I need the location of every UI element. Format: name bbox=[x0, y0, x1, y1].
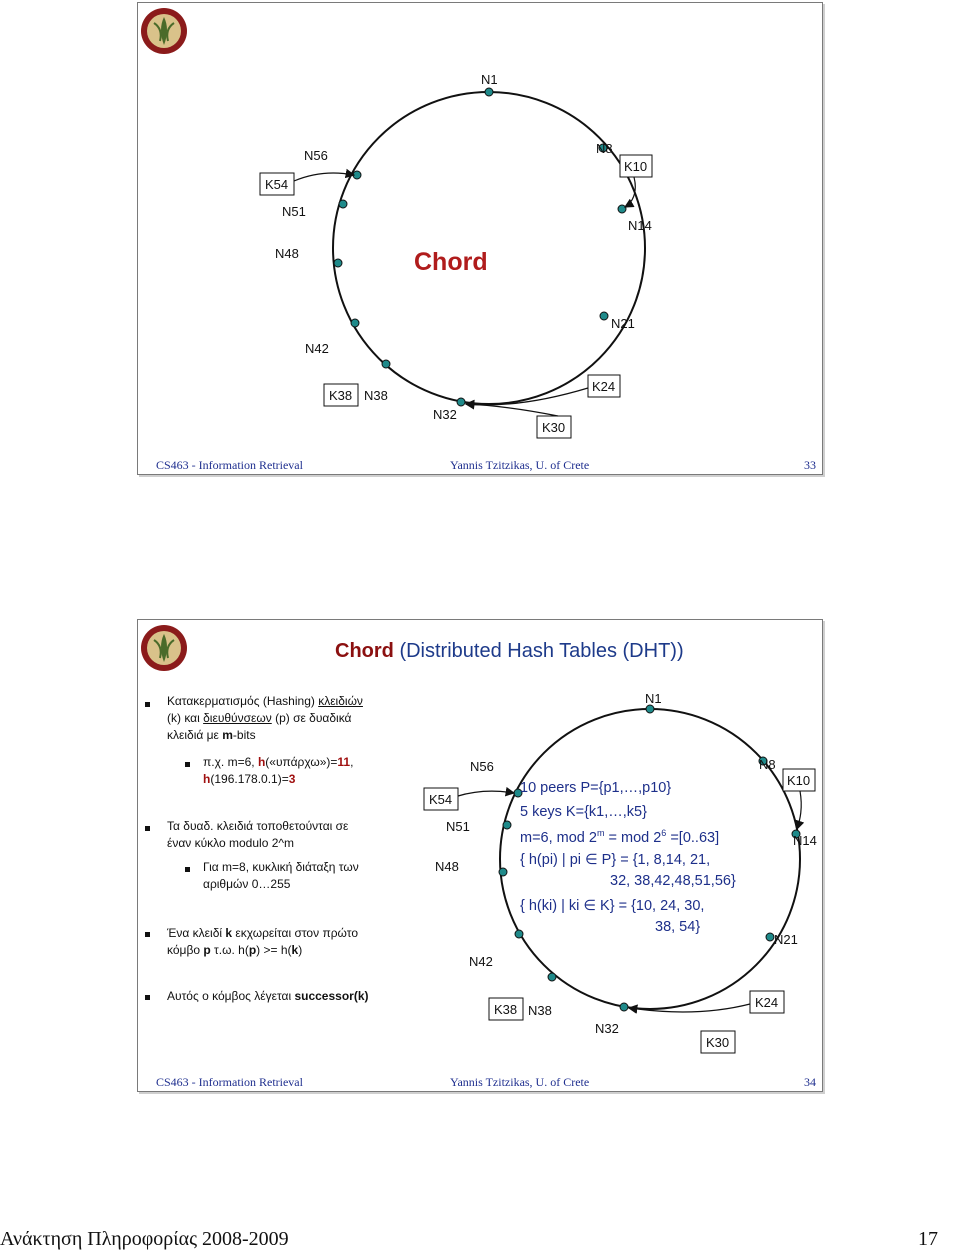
footer-author: Yannis Tzitzikas, U. of Crete bbox=[450, 458, 590, 472]
node-label-n56: N56 bbox=[470, 759, 494, 774]
node-label-n1: N1 bbox=[645, 691, 662, 706]
node-label-n42: N42 bbox=[469, 954, 493, 969]
node-marker bbox=[334, 259, 342, 267]
node-label-n42: N42 bbox=[305, 341, 329, 356]
node-label-n1: N1 bbox=[481, 72, 498, 87]
node-label-n14: N14 bbox=[793, 833, 817, 848]
slide-title-chord: Chord bbox=[414, 248, 488, 276]
footer-course: CS463 - Information Retrieval bbox=[156, 458, 303, 472]
node-label-n38: N38 bbox=[528, 1003, 552, 1018]
node-label-n8: N8 bbox=[596, 141, 613, 156]
key-hash-line2: 38, 54} bbox=[655, 919, 701, 935]
node-label-n32: N32 bbox=[595, 1021, 619, 1036]
arrow-k30-to-n32 bbox=[466, 404, 558, 416]
key-label-k10: K10 bbox=[624, 159, 648, 174]
ring-circle bbox=[333, 92, 648, 404]
node-label-n48: N48 bbox=[435, 859, 459, 874]
key-label-k38: K38 bbox=[494, 1002, 518, 1017]
key-label-k54: K54 bbox=[265, 177, 289, 192]
node-label-n21: N21 bbox=[774, 932, 798, 947]
chord-ring-diagram bbox=[138, 620, 823, 1092]
node-label-n51: N51 bbox=[282, 204, 306, 219]
arrow-k54-to-n56 bbox=[294, 173, 354, 181]
node-marker bbox=[618, 205, 626, 213]
slide-title-rest: (Distributed Hash Tables (DHT)) bbox=[399, 640, 684, 662]
peers-line: 10 peers P={p1,…,p10} bbox=[520, 780, 672, 796]
bullet-hashing-line3: κλειδιά με m-bits bbox=[167, 728, 256, 742]
bullet-key-assign-line2: κόμβο p τ.ω. h(p) >= h(k) bbox=[167, 943, 303, 957]
node-marker bbox=[485, 88, 493, 96]
bullet-successor: Αυτός ο κόμβος λέγεται successor(k) bbox=[167, 989, 369, 1003]
subbullet-m8-line2: αριθμών 0…255 bbox=[203, 877, 291, 891]
slide-title-main: Chord bbox=[335, 640, 394, 662]
key-label-k30: K30 bbox=[706, 1035, 730, 1050]
node-marker bbox=[548, 973, 556, 981]
bullet-hashing-line2: (k) και διευθύνσεων (p) σε δυαδικά bbox=[167, 711, 352, 725]
node-marker bbox=[351, 319, 359, 327]
key-label-k30: K30 bbox=[542, 420, 566, 435]
footer-author: Yannis Tzitzikas, U. of Crete bbox=[450, 1075, 590, 1089]
subbullet-m8-line1: Για m=8, κυκλική διάταξη των bbox=[203, 860, 359, 874]
key-label-k10: K10 bbox=[787, 773, 811, 788]
key-hash-line1: { h(ki) | ki ∈ K} = {10, 24, 30, bbox=[520, 898, 705, 914]
node-marker bbox=[499, 868, 507, 876]
node-marker bbox=[620, 1003, 628, 1011]
node-label-n32: N32 bbox=[433, 407, 457, 422]
node-label-n48: N48 bbox=[275, 246, 299, 261]
bullet-circle-line1: Τα δυαδ. κλειδιά τοποθετούνται σε bbox=[167, 819, 349, 833]
node-marker bbox=[503, 821, 511, 829]
arrow-k10-to-n14 bbox=[797, 791, 801, 829]
node-label-n21: N21 bbox=[611, 316, 635, 331]
node-marker bbox=[457, 398, 465, 406]
subbullet-example-line1: π.χ. m=6, h(«υπάρχω»)=11, bbox=[203, 755, 354, 769]
bullet-hashing-line1: Κατακερματισμός (Hashing) κλειδιών bbox=[167, 694, 363, 708]
peer-hash-line1: { h(pi) | pi ∈ P} = {1, 8,14, 21, bbox=[520, 852, 711, 868]
bullet-circle-line2: έναν κύκλο modulo 2^m bbox=[167, 836, 295, 850]
bullet-key-assign-line1: Ένα κλειδί k εκχωρείται στον πρώτο bbox=[167, 926, 358, 940]
footer-slide-number: 33 bbox=[804, 458, 816, 472]
arrow-k54-to-n56 bbox=[458, 791, 514, 796]
node-marker bbox=[600, 312, 608, 320]
node-marker bbox=[339, 200, 347, 208]
key-label-k54: K54 bbox=[429, 792, 453, 807]
node-marker bbox=[515, 930, 523, 938]
page-number: 17 bbox=[918, 1228, 938, 1250]
node-label-n38: N38 bbox=[364, 388, 388, 403]
page-footer-course: Ανάκτηση Πληροφορίας 2008-2009 bbox=[0, 1228, 289, 1250]
node-label-n51: N51 bbox=[446, 819, 470, 834]
slide-34 bbox=[137, 619, 823, 1092]
key-label-k38: K38 bbox=[329, 388, 353, 403]
key-label-k24: K24 bbox=[755, 995, 779, 1010]
slide-33 bbox=[137, 2, 823, 475]
node-marker bbox=[766, 933, 774, 941]
node-label-n56: N56 bbox=[304, 148, 328, 163]
node-label-n14: N14 bbox=[628, 218, 652, 233]
node-label-n8: N8 bbox=[759, 757, 776, 772]
chord-ring-diagram bbox=[138, 3, 823, 475]
footer-slide-number: 34 bbox=[804, 1075, 816, 1089]
mod-line: m=6, mod $2^m$ = mod $2^6 =[0..63]$ bbox=[520, 828, 720, 846]
node-marker bbox=[646, 705, 654, 713]
node-marker bbox=[382, 360, 390, 368]
key-label-k24: K24 bbox=[592, 379, 616, 394]
footer-course: CS463 - Information Retrieval bbox=[156, 1075, 303, 1089]
subbullet-example-line2: h(196.178.0.1)=3 bbox=[203, 772, 296, 786]
node-marker bbox=[353, 171, 361, 179]
arrow-k24-to-n32 bbox=[466, 388, 588, 405]
peer-hash-line2: 32, 38,42,48,51,56} bbox=[610, 873, 736, 889]
keys-line: 5 keys K={k1,…,k5} bbox=[520, 804, 647, 820]
